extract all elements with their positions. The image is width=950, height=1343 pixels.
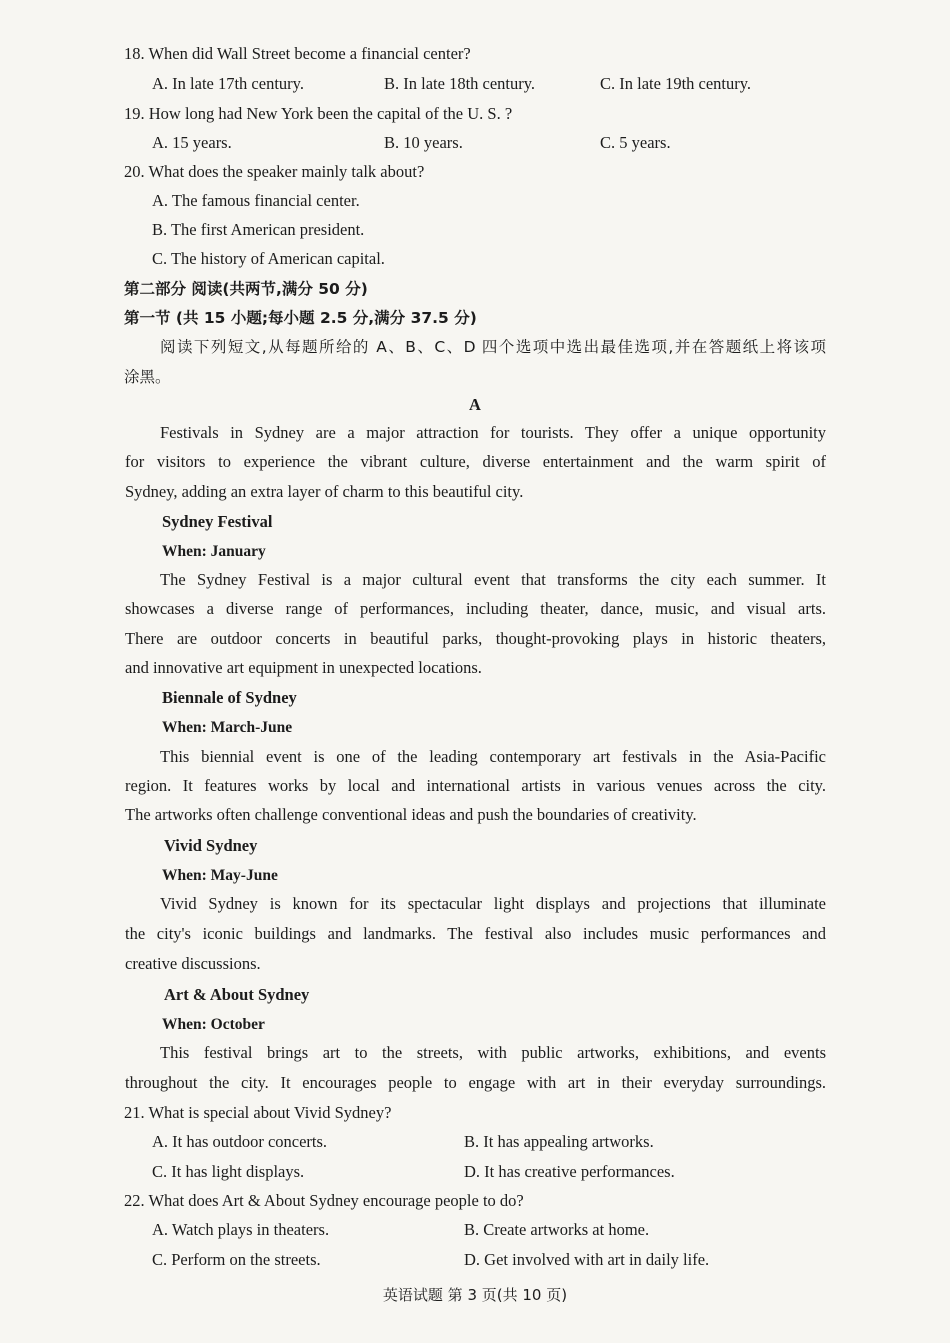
question-18-stem: 18. When did Wall Street become a financial center?: [124, 44, 471, 63]
festival-2-line-2: region. It features works by local and international artists in various venues across the city.: [125, 776, 826, 795]
question-21-option-c: C. It has light displays.: [152, 1162, 305, 1181]
question-20-stem: 20. What does the speaker mainly talk about?: [124, 162, 425, 181]
question-22-option-b: B. Create artworks at home.: [464, 1220, 650, 1239]
festival-3-when: When: May-June: [162, 867, 278, 884]
intro-line-1: Festivals in Sydney are a major attraction for tourists. They offer a unique opportunity: [160, 423, 826, 442]
question-20-option-a: A. The famous financial center.: [152, 191, 360, 210]
question-21-option-a: A. It has outdoor concerts.: [152, 1132, 328, 1151]
question-19-option-b: B. 10 years.: [384, 133, 463, 152]
question-18-option-b: B. In late 18th century.: [384, 74, 536, 93]
question-18-option-c: C. In late 19th century.: [600, 74, 752, 93]
festival-1-when: When: January: [162, 543, 266, 560]
intro-line-2: for visitors to experience the vibrant culture, diverse entertainment and the warm spirit of: [125, 452, 826, 471]
question-22-option-d: D. Get involved with art in daily life.: [464, 1250, 710, 1269]
festival-2-line-1: This biennial event is one of the leading contemporary art festivals in the Asia-Pacific: [160, 747, 826, 766]
passage-label: A: [469, 395, 481, 414]
festival-3-name: Vivid Sydney: [164, 836, 258, 855]
question-19-stem: 19. How long had New York been the capital of the U. S. ?: [124, 104, 513, 123]
festival-1-line-3: There are outdoor concerts in beautiful parks, thought-provoking plays in historic theaters,: [125, 629, 826, 648]
instructions-line-1: 阅读下列短文,从每题所给的 A、B、C、D 四个选项中选出最佳选项,并在答题纸上将该项: [160, 338, 826, 356]
question-22-option-c: C. Perform on the streets.: [152, 1250, 321, 1269]
festival-3-line-3: creative discussions.: [125, 954, 261, 973]
festival-1-name: Sydney Festival: [162, 512, 273, 531]
page-footer: 英语试题 第 3 页(共 10 页): [382, 1286, 568, 1304]
question-20-option-c: C. The history of American capital.: [152, 249, 385, 268]
festival-4-when: When: October: [162, 1016, 265, 1033]
question-19-option-c: C. 5 years.: [600, 133, 671, 152]
festival-3-line-2: the city's iconic buildings and landmarks. The festival also includes music performances and: [125, 924, 826, 943]
instructions-line-2: 涂黑。: [124, 368, 171, 386]
festival-4-line-1: This festival brings art to the streets, with public artworks, exhibitions, and events: [160, 1043, 826, 1062]
section-1-heading: 第一节 (共 15 小题;每小题 2.5 分,满分 37.5 分): [124, 309, 477, 327]
question-21-option-b: B. It has appealing artworks.: [464, 1132, 654, 1151]
question-22-option-a: A. Watch plays in theaters.: [152, 1220, 330, 1239]
festival-4-name: Art & About Sydney: [164, 985, 310, 1004]
part-2-heading: 第二部分 阅读(共两节,满分 50 分): [124, 280, 368, 298]
festival-3-line-1: Vivid Sydney is known for its spectacular light displays and projections that illuminate: [160, 894, 826, 913]
festival-2-line-3: The artworks often challenge conventional ideas and push the boundaries of creativity.: [125, 805, 697, 824]
festival-1-line-1: The Sydney Festival is a major cultural event that transforms the city each summer. It: [160, 570, 826, 589]
question-22-stem: 22. What does Art & About Sydney encourage people to do?: [124, 1191, 524, 1210]
festival-2-name: Biennale of Sydney: [162, 688, 297, 707]
question-19-option-a: A. 15 years.: [152, 133, 232, 152]
question-18-option-a: A. In late 17th century.: [152, 74, 304, 93]
festival-2-when: When: March-June: [162, 719, 293, 736]
question-20-option-b: B. The first American president.: [152, 220, 365, 239]
festival-4-line-2: throughout the city. It encourages people to engage with art in their everyday surroundings.: [125, 1073, 826, 1092]
intro-line-3: Sydney, adding an extra layer of charm to this beautiful city.: [125, 482, 524, 501]
festival-1-line-4: and innovative art equipment in unexpected locations.: [125, 658, 482, 677]
festival-1-line-2: showcases a diverse range of performances, including theater, dance, music, and visual arts.: [125, 599, 826, 618]
question-21-stem: 21. What is special about Vivid Sydney?: [124, 1103, 392, 1122]
question-21-option-d: D. It has creative performances.: [464, 1162, 675, 1181]
